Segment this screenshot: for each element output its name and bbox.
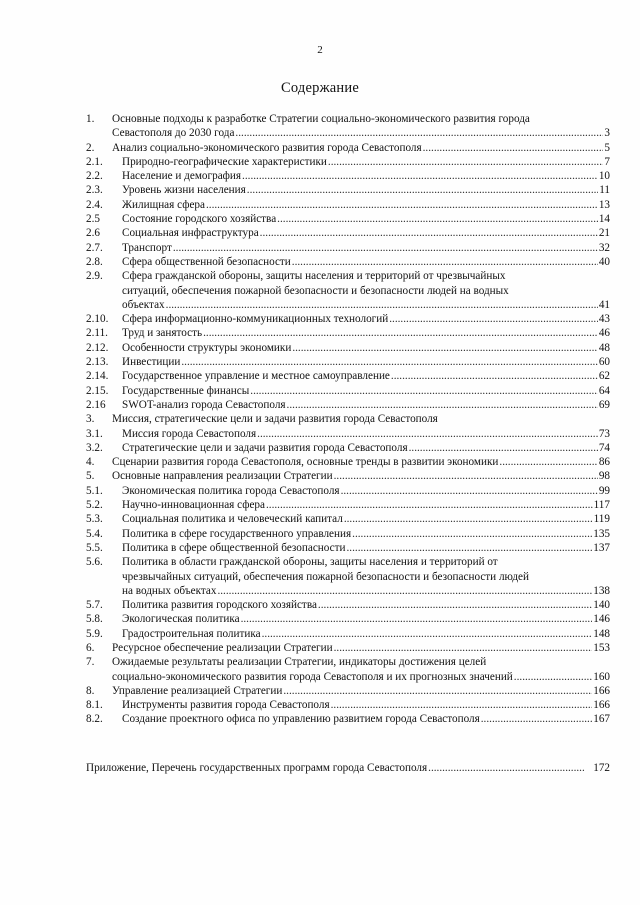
leader-dots	[481, 712, 592, 726]
toc-entry-number: 5.8.	[86, 613, 103, 626]
toc-entry-text: Управление реализацией Стратегии	[112, 684, 283, 697]
toc-line	[122, 712, 610, 726]
toc-entry-page: 11	[599, 184, 610, 197]
toc-entry-number: 4.	[86, 456, 95, 469]
toc-line	[122, 541, 610, 555]
leader-dots	[341, 484, 598, 498]
toc-entry-page: 64	[598, 384, 610, 397]
toc-entry-text: Социальная политика и человеческий капитал	[122, 513, 343, 526]
toc-entry-text: Ресурсное обеспечение реализации Стратегии	[112, 641, 333, 654]
toc-entry	[86, 226, 610, 240]
toc-entry	[86, 684, 610, 698]
toc-entry	[86, 112, 610, 141]
leader-dots	[283, 684, 592, 698]
toc-entry-number: 1.	[86, 113, 95, 125]
toc-entry-page: 135	[593, 527, 610, 540]
toc-entry-text: Основные подходы к разработке Стратегии социально-экономического развития города	[112, 113, 530, 125]
toc-entry-number: 5.	[86, 470, 95, 483]
toc-entry-number: 5.1.	[86, 484, 103, 497]
toc-entry	[86, 627, 610, 641]
toc-entry-text: Миссия города Севастополя	[122, 427, 257, 440]
toc-entry-text: Население и демография	[122, 170, 242, 183]
toc-entry-text: Сфера гражданской обороны, защиты населения и территорий от чрезвычайных	[122, 270, 506, 283]
toc-line	[122, 169, 610, 183]
toc-line	[122, 226, 610, 240]
toc-entry-page: 21	[598, 227, 610, 240]
leader-dots	[409, 441, 598, 455]
toc-entry	[86, 655, 610, 684]
toc-entry	[86, 512, 610, 526]
toc-entry-text: Анализ социально-экономического развития города Севастополя	[112, 141, 422, 154]
toc-entry-text: Сфера общественной безопасности	[122, 255, 291, 268]
toc-line	[112, 684, 610, 698]
leader-dots	[247, 183, 598, 197]
toc-entry-page: 146	[593, 613, 610, 626]
toc-entry-text: SWOT-анализ города Севастополя	[122, 398, 286, 411]
toc-entry-text: Севастополя до 2030 года	[112, 127, 235, 140]
leader-dots	[423, 141, 604, 155]
toc-line	[122, 183, 610, 197]
leader-dots	[250, 384, 598, 398]
toc-line	[122, 698, 610, 712]
appendix-page: 172	[593, 761, 610, 774]
toc-entry	[86, 469, 610, 483]
toc-line	[122, 341, 610, 355]
leader-dots	[203, 326, 598, 340]
toc-entry-page: 62	[598, 370, 610, 383]
toc-entry-page: 69	[598, 398, 610, 411]
leader-dots	[499, 455, 597, 469]
toc-line	[112, 670, 610, 684]
toc-entry-page: 46	[598, 327, 610, 340]
toc-entry-text: Стратегические цели и задачи развития города Севастополя	[122, 441, 408, 454]
toc-entry-text: Государственное управление и местное самоуправление	[122, 370, 390, 383]
toc-entry-text: Инвестиции	[122, 356, 181, 369]
toc-entry-page: 137	[593, 541, 610, 554]
leader-dots	[242, 169, 598, 183]
toc-entry-number: 6.	[86, 641, 95, 654]
toc-line	[122, 326, 610, 340]
toc-entry-page: 138	[593, 584, 610, 597]
toc-entry-page: 32	[598, 241, 610, 254]
toc-entry-text: ситуаций, обеспечения пожарной безопасности и безопасности людей на водных	[122, 284, 509, 297]
toc-entry	[86, 312, 610, 326]
toc-entry	[86, 269, 610, 312]
toc-entry	[86, 398, 610, 412]
toc-line	[112, 455, 610, 469]
toc-entry-number: 2.8.	[86, 255, 103, 268]
toc-entry	[86, 712, 610, 726]
toc-entry	[86, 698, 610, 712]
toc-entry-text: Сценарии развития города Севастополя, основные тренды в развитии экономики	[112, 456, 499, 469]
toc-line	[86, 761, 610, 775]
leader-dots	[217, 584, 592, 598]
toc-entry-text: Транспорт	[122, 241, 172, 254]
leader-dots	[331, 698, 593, 712]
leader-dots	[428, 761, 584, 775]
toc-entry-number: 3.	[86, 413, 95, 426]
toc-entry-page: 3	[604, 127, 610, 140]
toc-entry-text: Экологическая политика	[122, 613, 240, 626]
leader-dots	[352, 527, 592, 541]
toc-entry-number: 2.9.	[86, 270, 103, 283]
toc-entry-number: 3.2.	[86, 441, 103, 454]
toc-entry-text: Природно-географические характеристики	[122, 155, 327, 168]
toc-entry-text: Ожидаемые результаты реализации Стратегии, индикаторы достижения целей	[112, 656, 487, 669]
leader-dots	[391, 369, 598, 383]
toc-entry-number: 5.4.	[86, 527, 103, 540]
toc-entry-text: Миссия, стратегические цели и задачи развития города Севастополя	[112, 413, 438, 426]
toc-entry	[86, 555, 610, 598]
table-of-contents	[86, 112, 610, 775]
toc-entry-number: 5.5.	[86, 541, 103, 554]
toc-entry-number: 2.14.	[86, 370, 109, 383]
toc-entry	[86, 183, 610, 197]
toc-entry-page: 13	[598, 198, 610, 211]
toc-entry-page: 5	[604, 141, 610, 154]
toc-entry	[86, 198, 610, 212]
toc-entry-number: 5.9.	[86, 627, 103, 640]
toc-entry-page: 166	[593, 699, 610, 712]
leader-dots	[328, 155, 604, 169]
toc-entry-text: Политика в сфере общественной безопасности	[122, 541, 346, 554]
toc-entry-text: Научно-инновационная сфера	[122, 499, 265, 512]
toc-entry	[86, 598, 610, 612]
toc-entry-text: Сфера информационно-коммуникационных технологий	[122, 313, 389, 326]
toc-entry-number: 2.1.	[86, 155, 103, 168]
leader-dots	[318, 598, 592, 612]
toc-entry-text: Социальная инфраструктура	[122, 227, 259, 240]
toc-entry	[86, 612, 610, 626]
toc-entry-number: 2.12.	[86, 341, 109, 354]
toc-entry-text: Государственные финансы	[122, 384, 250, 397]
toc-entry	[86, 241, 610, 255]
toc-entry-page: 48	[598, 341, 610, 354]
toc-line	[122, 584, 610, 598]
toc-line	[122, 298, 610, 312]
toc-entry-number: 2.15.	[86, 384, 109, 397]
leader-dots	[257, 427, 598, 441]
toc-entry-text: чрезвычайных ситуаций, обеспечения пожарной безопасности и безопасности людей	[122, 570, 529, 583]
toc-entry	[86, 484, 610, 498]
leader-dots	[389, 312, 598, 326]
toc-entry-page: 99	[598, 484, 610, 497]
leader-dots	[166, 298, 598, 312]
toc-entry-page: 60	[598, 356, 610, 369]
toc-line	[122, 155, 610, 169]
toc-entry-number: 8.	[86, 684, 95, 697]
leader-dots	[292, 341, 597, 355]
leader-dots	[260, 226, 598, 240]
toc-entry-number: 5.7.	[86, 599, 103, 612]
appendix-text: Приложение, Перечень государственных программ города Севастополя	[86, 761, 428, 774]
toc-entry-number: 2.7.	[86, 241, 103, 254]
toc-entry-number: 2.5	[86, 213, 100, 226]
toc-entry-page: 153	[593, 641, 610, 654]
toc-line	[112, 641, 610, 655]
toc-entry-text: Создание проектного офиса по управлению развитием города Севастополя	[122, 713, 480, 726]
toc-entry-page: 73	[598, 427, 610, 440]
toc-entry-number: 3.1.	[86, 427, 103, 440]
toc-entry-number: 5.2.	[86, 499, 103, 512]
toc-entry-page: 10	[598, 170, 610, 183]
toc-line	[122, 498, 610, 512]
toc-line	[122, 427, 610, 441]
toc-line	[122, 312, 610, 326]
toc-line	[122, 612, 610, 626]
leader-dots	[262, 627, 593, 641]
toc-entry-page: 43	[598, 313, 610, 326]
toc-entry-number: 5.6.	[86, 556, 103, 569]
toc-entry-number: 8.2.	[86, 713, 103, 726]
toc-entry-text: Экономическая политика города Севастополя	[122, 484, 340, 497]
toc-entry	[86, 155, 610, 169]
toc-entry-number: 2.4.	[86, 198, 103, 211]
toc-entry-text: на водных объектах	[122, 584, 217, 597]
leader-dots	[514, 670, 592, 684]
toc-entry-page: 140	[593, 599, 610, 612]
toc-entry-text: Политика в области гражданской обороны, защиты населения и территорий от	[122, 556, 498, 569]
toc-entry-appendix	[86, 761, 610, 775]
toc-entry-number: 2.11.	[86, 327, 108, 340]
toc-entry	[86, 441, 610, 455]
toc-entry	[86, 527, 610, 541]
toc-entry	[86, 141, 610, 155]
toc-entry	[86, 412, 610, 426]
toc-entry-number: 7.	[86, 656, 95, 669]
toc-entry-text: Градостроительная политика	[122, 627, 261, 640]
toc-entry-page: 98	[598, 470, 610, 483]
toc-entry-page: 119	[593, 513, 610, 526]
page-number: 2	[317, 44, 323, 56]
toc-entry-page: 160	[593, 670, 610, 683]
toc-entry	[86, 341, 610, 355]
toc-entry-text: Политика в сфере государственного управления	[122, 527, 352, 540]
toc-entry-page: 74	[598, 441, 610, 454]
leader-dots	[277, 212, 598, 226]
toc-line	[122, 355, 610, 369]
toc-entry-number: 2.6	[86, 227, 100, 240]
toc-entry	[86, 369, 610, 383]
toc-entry-text: объектах	[122, 298, 165, 311]
toc-entry-number: 2.3.	[86, 184, 103, 197]
toc-entry-number: 2.	[86, 141, 95, 154]
leader-dots	[334, 641, 593, 655]
toc-entry-text: Политика развития городского хозяйства	[122, 599, 317, 612]
toc-entry-text: Уровень жизни населения	[122, 184, 246, 197]
toc-line	[122, 512, 610, 526]
leader-dots	[241, 612, 593, 626]
toc-line	[122, 369, 610, 383]
leader-dots	[266, 498, 593, 512]
toc-entry	[86, 169, 610, 183]
toc-line	[122, 441, 610, 455]
leader-dots	[235, 126, 603, 140]
toc-line	[122, 398, 610, 412]
toc-entry-text: Жилищная сфера	[122, 198, 205, 211]
toc-line	[122, 255, 610, 269]
toc-entry-number: 2.2.	[86, 170, 103, 183]
toc-line	[122, 241, 610, 255]
toc-entry-page: 117	[593, 499, 610, 512]
toc-entry-page: 166	[593, 684, 610, 697]
leader-dots	[292, 255, 598, 269]
toc-entry-text: Труд и занятость	[122, 327, 203, 340]
toc-entry	[86, 255, 610, 269]
toc-entry-page: 40	[598, 255, 610, 268]
toc-entry-page: 86	[598, 456, 610, 469]
toc-line	[112, 469, 610, 483]
toc-entry	[86, 498, 610, 512]
leader-dots	[181, 355, 597, 369]
toc-entry-text: Основные направления реализации Стратегии	[112, 470, 333, 483]
toc-entry	[86, 326, 610, 340]
toc-entry-text: Инструменты развития города Севастополя	[122, 699, 330, 712]
toc-line	[122, 598, 610, 612]
toc-entry-text: Состояние городского хозяйства	[122, 213, 277, 226]
toc-line	[112, 141, 610, 155]
leader-dots	[173, 241, 598, 255]
toc-entry-page: 167	[593, 713, 610, 726]
toc-entry	[86, 427, 610, 441]
leader-dots	[344, 512, 593, 526]
toc-title: Содержание	[281, 80, 359, 96]
toc-entry-number: 2.16	[86, 398, 106, 411]
toc-entry	[86, 355, 610, 369]
toc-entry-number: 2.10.	[86, 313, 109, 326]
toc-entry-number: 8.1.	[86, 699, 103, 712]
toc-line	[122, 627, 610, 641]
toc-line	[122, 384, 610, 398]
toc-entry-number: 2.13.	[86, 356, 109, 369]
toc-entry	[86, 641, 610, 655]
toc-entry-text: социально-экономического развития города Севастополя и их прогнозных значений	[112, 670, 513, 683]
toc-line	[122, 212, 610, 226]
toc-entry	[86, 384, 610, 398]
leader-dots	[347, 541, 593, 555]
toc-entry-page: 14	[598, 213, 610, 226]
leader-dots	[206, 198, 598, 212]
toc-entry-page: 148	[593, 627, 610, 640]
toc-entry-page: 7	[604, 155, 610, 168]
toc-line	[122, 527, 610, 541]
toc-line	[112, 126, 610, 140]
toc-entry-page: 41	[598, 298, 610, 311]
toc-entry-number: 5.3.	[86, 513, 103, 526]
toc-entry	[86, 212, 610, 226]
leader-dots	[334, 469, 598, 483]
toc-line	[122, 484, 610, 498]
toc-entry	[86, 455, 610, 469]
toc-line	[122, 198, 610, 212]
toc-entry-text: Особенности структуры экономики	[122, 341, 292, 354]
leader-dots	[287, 398, 598, 412]
toc-entry	[86, 541, 610, 555]
